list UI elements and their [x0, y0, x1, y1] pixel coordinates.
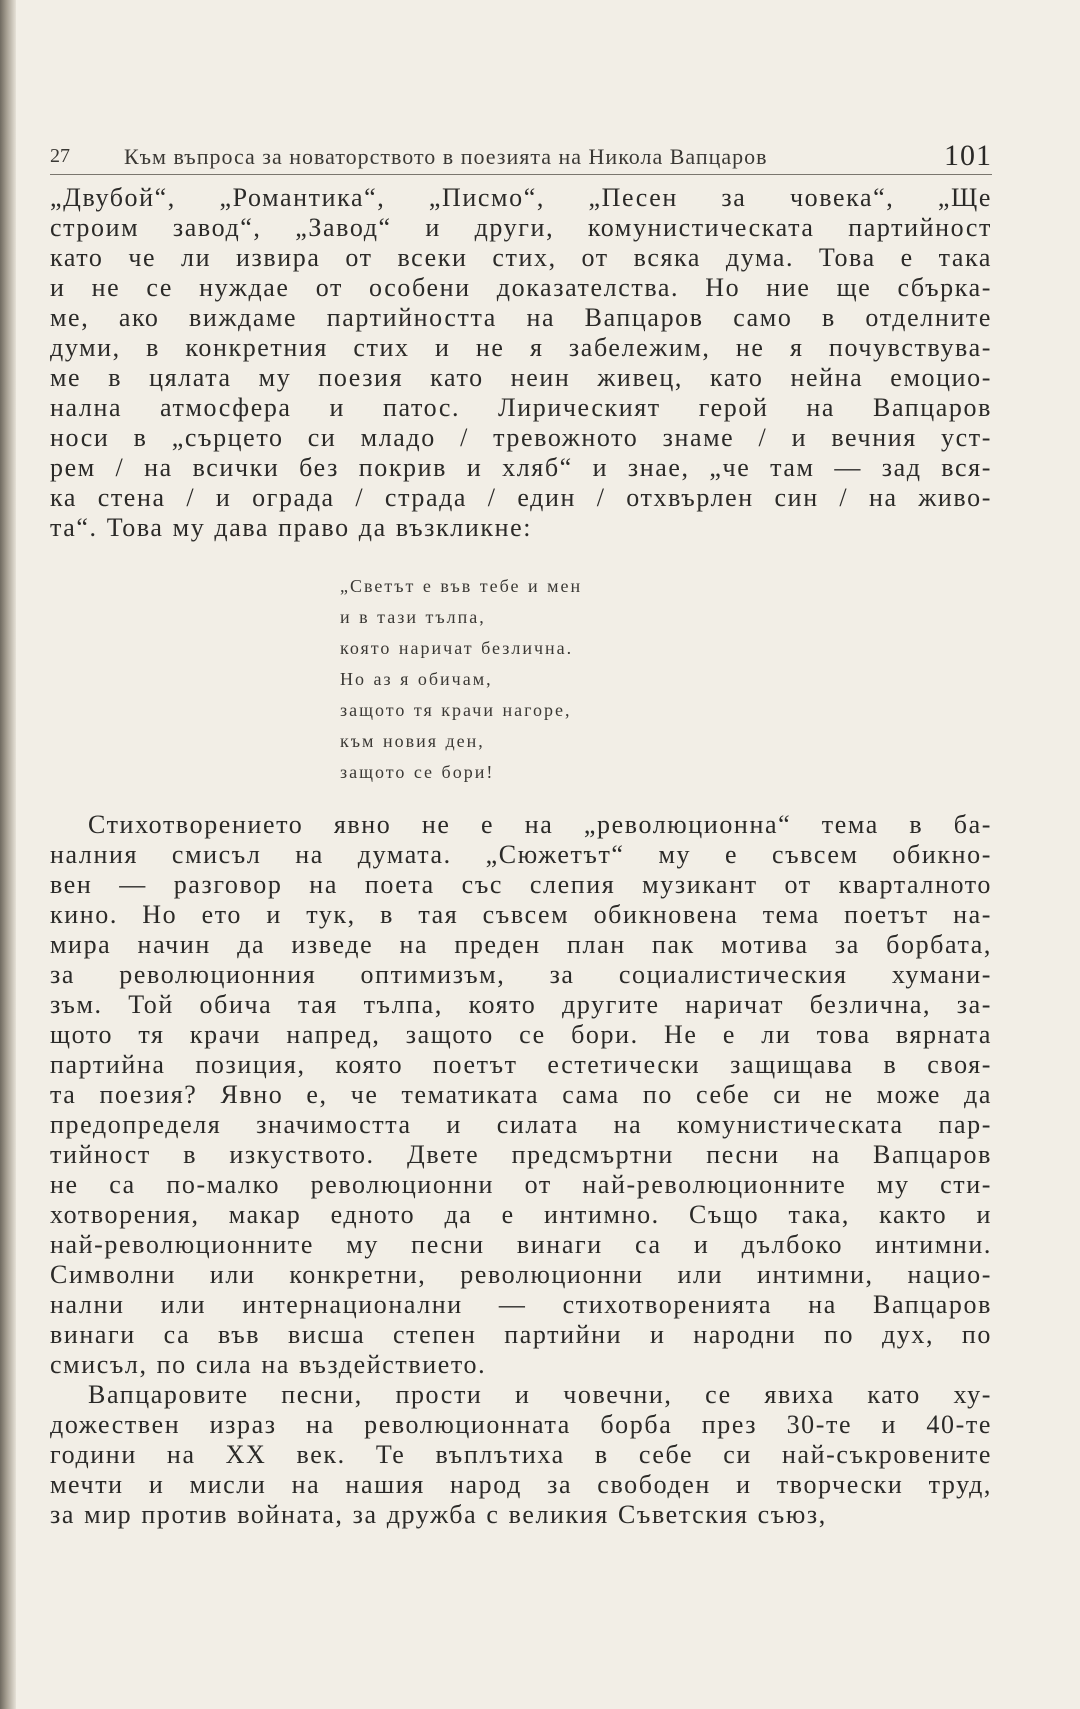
poem-line: Но аз я обичам, [340, 669, 493, 689]
paragraphs-after-poem [50, 810, 992, 1530]
text-line: дожествен израз на революционната борба през 30-те и 40-те [50, 1410, 992, 1439]
text-line: думи, в конкретния стих и не я забележим, не я почувствува- [50, 333, 992, 362]
running-header [50, 128, 992, 175]
text-line: Символни или конкретни, революционни или интимни, нацио- [50, 1260, 992, 1289]
text-line: за мир против войната, за дружба с великия Съветския съюз, [50, 1500, 827, 1529]
paragraph [50, 810, 992, 1380]
text-line: „Двубой“, „Романтика“, „Писмо“, „Песен за човека“, „Ще [50, 183, 992, 212]
text-line: нални или интернационални — стихотворенията на Вапцаров [50, 1290, 992, 1319]
text-line: ме в цялата му поезия като неин живец, като нейна емоцио- [50, 363, 992, 392]
text-line: тийност в изкуството. Двете предсмъртни песни на Вапцаров [50, 1140, 992, 1169]
text-line: предопределя значимостта и силата на комунистическата пар- [50, 1110, 992, 1139]
poem-quote [340, 571, 992, 788]
text-line: мечти и мисли на нашия народ за свободен и творчески труд, [50, 1470, 992, 1499]
book-binding-edge [0, 0, 16, 1709]
text-line: смисъл, по сила на въздействието. [50, 1350, 487, 1379]
text-line: и не се нуждае от особени доказателства. Но ние ще сбърка- [50, 273, 992, 302]
book-page [50, 128, 992, 1530]
text-line: хотворения, макар едното да е интимно. Също така, както и [50, 1200, 992, 1229]
text-line: нална атмосфера и патос. Лирическият герой на Вапцаров [50, 393, 992, 422]
paragraph [50, 1380, 992, 1530]
poem-line: защото се бори! [340, 762, 495, 782]
text-line: най-революционните му песни винаги са и дълбоко интимни. [50, 1230, 992, 1259]
text-line: винаги са във висша степен партийни и народни по дух, по [50, 1320, 992, 1349]
text-line: зъм. Той обича тая тълпа, която другите наричат безлична, за- [50, 990, 992, 1019]
text-line: за революционния оптимизъм, за социалистическия хумани- [50, 960, 992, 989]
text-line: Стихотворението явно не е на „революционна“ тема в ба- [88, 810, 992, 839]
text-line: та“. Това му дава право да възкликне: [50, 513, 533, 542]
text-line: мира начин да изведе на преден план пак мотива за борбата, [50, 930, 992, 959]
text-line: не са по-малко революционни от най-революционните му сти- [50, 1170, 992, 1199]
text-line: Вапцаровите песни, прости и човечни, се явиха като ху- [88, 1380, 992, 1409]
poem-line: защото тя крачи нагоре, [340, 700, 572, 720]
text-line: вен — разговор на поета със слепия музикант от кварталното [50, 870, 992, 899]
text-line: партийна позиция, която поетът естетически защищава в своя- [50, 1050, 992, 1079]
text-line: ка стена / и ограда / страда / един / отхвърлен син / на живо- [50, 483, 992, 512]
page-number: 101 [944, 139, 992, 172]
text-line: ме, ако виждаме партийността на Вапцаров само в отделните [50, 303, 992, 332]
text-line: строим завод“, „Завод“ и други, комунистическата партийност [50, 213, 992, 242]
text-line: кино. Но ето и тук, в тая съвсем обикновена тема поетът на- [50, 900, 992, 929]
text-line: като че ли извира от всеки стих, от всяка дума. Това е така [50, 243, 992, 272]
text-line: години на XX век. Те въплътиха в себе си най-съкровените [50, 1440, 992, 1469]
text-line: щото тя крачи напред, защото се бори. Не е ли това вярната [50, 1020, 992, 1049]
body-text [50, 183, 992, 1530]
poem-line: и в тази тълпа, [340, 607, 486, 627]
poem-line: „Светът е във тебе и мен [340, 576, 583, 596]
text-line: рем / на всички без покрив и хляб“ и знае, „че там — зад вся- [50, 453, 992, 482]
paragraphs-before-poem [50, 183, 992, 543]
paragraph [50, 183, 992, 543]
text-line: та поезия? Явно е, че тематиката сама по себе си не може да [50, 1080, 992, 1109]
text-line: носи в „сърцето си младо / тревожното знаме / и вечния уст- [50, 423, 992, 452]
text-line: налния смисъл на думата. „Сюжетът“ му е съвсем обикно- [50, 840, 992, 869]
poem-line: която наричат безлична. [340, 638, 574, 658]
running-title: Към въпроса за новаторството в поезията на Никола Вапцаров [124, 144, 768, 169]
poem-line: към новия ден, [340, 731, 485, 751]
header-left-number: 27 [50, 145, 70, 167]
